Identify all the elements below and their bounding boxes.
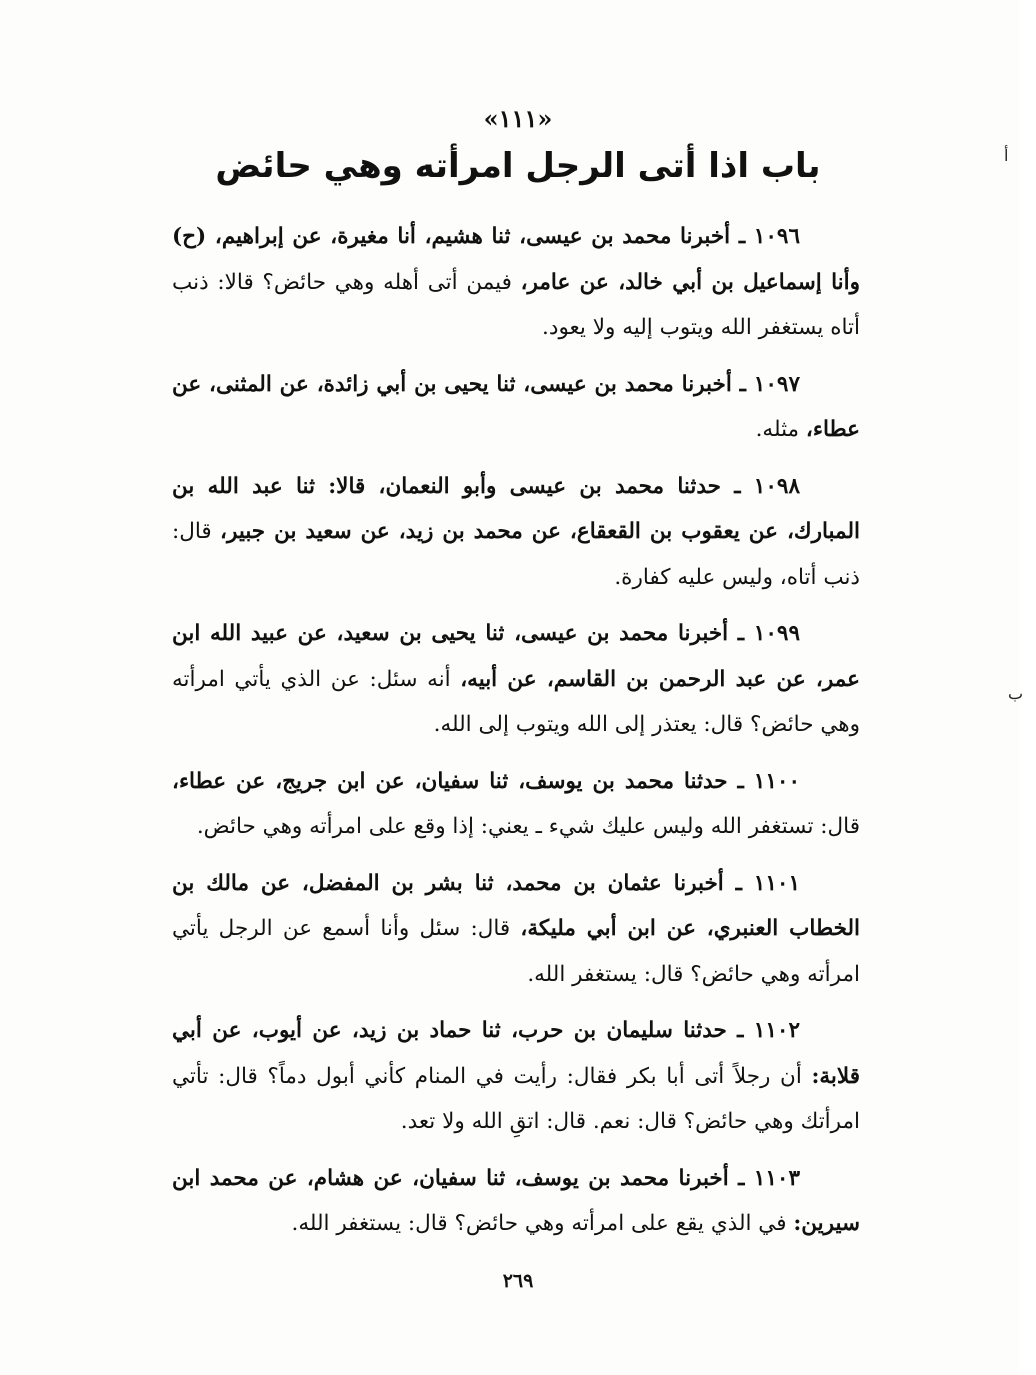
hadith-1103 xyxy=(172,1156,860,1247)
hadith-1100 xyxy=(172,759,860,850)
hadith-text: مثله. xyxy=(755,417,806,442)
hadith-isnad: ١١٠٠ ـ حدثنا محمد بن يوسف، ثنا سفيان، عن ابن جريج، عن عطاء، xyxy=(172,768,800,794)
hadith-text: أنه سئل: عن الذي يأتي امرأته وهي حائض؟ قال: يعتذر إلى الله ويتوب إلى الله. xyxy=(172,666,860,737)
hadith-isnad: ١١٠٢ ـ حدثنا سليمان بن حرب، ثنا حماد بن زيد، عن أيوب، عن أبي قلابة: xyxy=(172,1018,860,1089)
hadith-isnad: ١١٠١ ـ أخبرنا عثمان بن محمد، ثنا بشر بن المفضل، عن مالك بن الخطاب العنبري، عن ابن أبي مليكة، xyxy=(172,870,860,941)
hadith-text: قال: سئل وأنا أسمع عن الرجل يأتي امرأته وهي حائض؟ قال: يستغفر الله. xyxy=(172,916,860,987)
hadith-1099 xyxy=(172,611,860,748)
hadith-isnad: ١٠٩٨ ـ حدثنا محمد بن عيسى وأبو النعمان، قالا: ثنا عبد الله بن المبارك، عن يعقوب بن القعقاع، عن محمد بن زيد، عن سعيد بن جبير، xyxy=(172,473,860,544)
hadith-text: في الذي يقع على امرأته وهي حائض؟ قال: يستغفر الله. xyxy=(291,1211,794,1236)
margin-mark-top: أ xyxy=(1004,146,1009,165)
hadith-isnad: ١٠٩٩ ـ أخبرنا محمد بن عيسى، ثنا يحيى بن سعيد، عن عبيد الله ابن عمر، عن عبد الرحمن بن القاسم، عن أبيه، xyxy=(172,621,860,692)
hadith-1102 xyxy=(172,1008,860,1145)
hadith-text: أن رجلاً أتى أبا بكر فقال: رأيت في المنام كأني أبول دماً؟ قال: تأتي امرأتك وهي حائض؟ قال: نعم. قال: اتقِ الله ولا تعد. xyxy=(172,1063,860,1134)
page-number: ٢٦٩ xyxy=(502,1270,534,1292)
hadith-1101 xyxy=(172,861,860,998)
hadith-text: قال: تستغفر الله وليس عليك شيء ـ يعني: إذا وقع على امرأته وهي حائض. xyxy=(196,814,860,839)
hadith-isnad: ١٠٩٦ ـ أخبرنا محمد بن عيسى، ثنا هشيم، أنا مغيرة، عن إبراهيم، (ح) وأنا إسماعيل بن أبي خالد، عن عامر، xyxy=(172,224,860,295)
hadith-1096 xyxy=(172,214,860,351)
hadith-isnad: ١١٠٣ ـ أخبرنا محمد بن يوسف، ثنا سفيان، عن هشام، عن محمد ابن سيرين: xyxy=(172,1165,860,1236)
hadith-list xyxy=(172,214,860,1258)
hadith-text: قال: ذنب أتاه، وليس عليه كفارة. xyxy=(172,519,860,590)
hadith-1097 xyxy=(172,362,860,453)
chapter-title: باب اذا أتى الرجل امرأته وهي حائض xyxy=(215,146,821,186)
chapter-number: «١١١» xyxy=(483,104,553,133)
hadith-1098 xyxy=(172,464,860,601)
hadith-isnad: ١٠٩٧ ـ أخبرنا محمد بن عيسى، ثنا يحيى بن أبي زائدة، عن المثنى، عن عطاء، xyxy=(172,371,860,442)
margin-mark-middle: ب xyxy=(1008,684,1024,703)
hadith-text: فيمن أتى أهله وهي حائض؟ قالا: ذنب أتاه يستغفر الله ويتوب إليه ولا يعود. xyxy=(172,269,860,340)
